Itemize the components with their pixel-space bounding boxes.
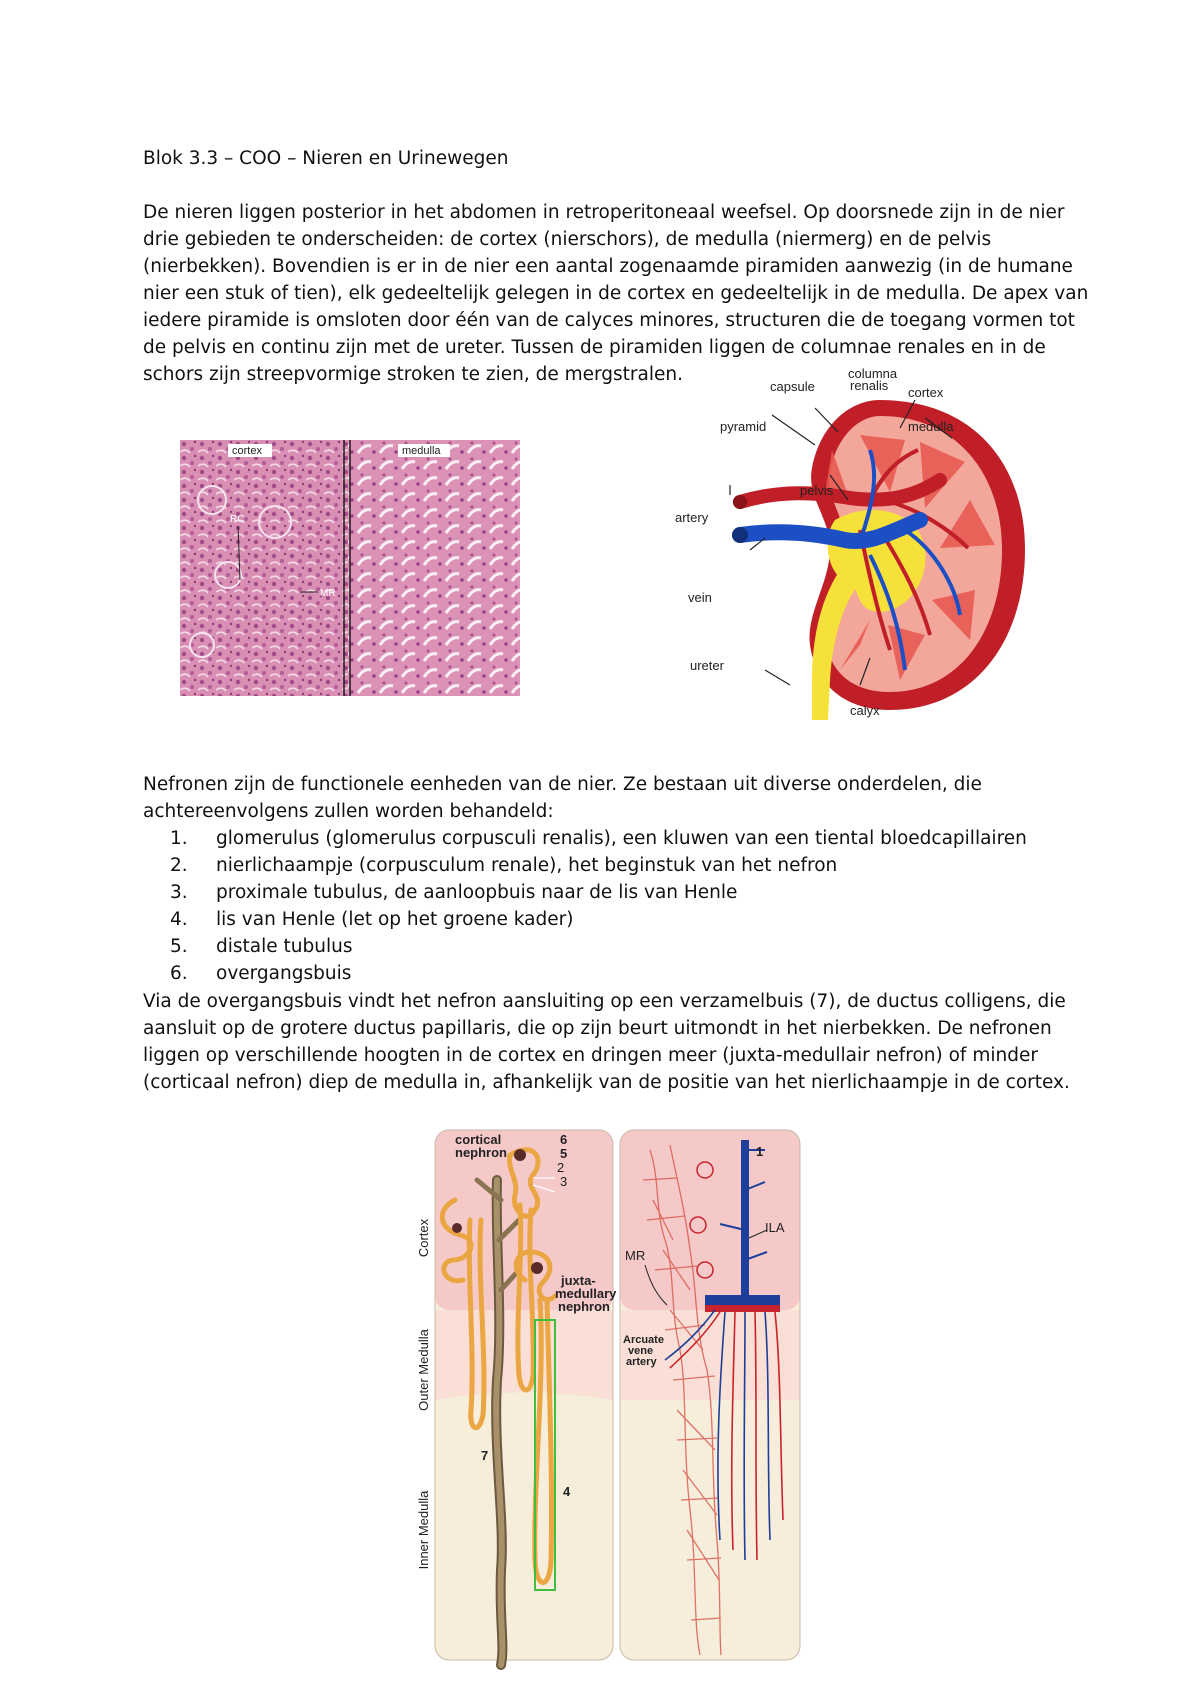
kidney-label-cortex: cortex: [908, 385, 944, 400]
paragraph-line: nier een stuk of tien), elk gedeeltelijk gelegen in de cortex en gedeeltelijk in de medulla. De apex van: [143, 283, 1089, 304]
paragraph-line: iedere piramide is omsloten door één van de calyces minores, structuren die de toegang vormen tot: [143, 310, 1075, 331]
histo-label-medulla: medulla: [402, 445, 441, 457]
histo-label-rc: RC: [230, 514, 245, 525]
kidney-label-renalis: renalis: [850, 378, 889, 393]
page-title: Blok 3.3 – COO – Nieren en Urinewegen: [143, 148, 509, 169]
kidney-label-pelvis: pelvis: [800, 483, 834, 498]
list-item: 3. proximale tubulus, de aanloopbuis naar de lis van Henle: [170, 882, 738, 903]
paragraph-line: aansluit op de grotere ductus papillaris, die op zijn beurt uitmondt in het nierbekken. De nefronen: [143, 1018, 1052, 1039]
paragraph-line: (nierbekken). Bovendien is er in de nier een aantal zogenaamde piramiden aanwezig (in de humane: [143, 256, 1073, 277]
nephron-panel-right: [620, 1130, 800, 1660]
kidney-diagram: [675, 366, 1040, 735]
nephron-label-region-inner: Inner Medulla: [416, 1490, 431, 1570]
nephron-label-n1: 1: [756, 1144, 764, 1159]
nephron-label-n2: 2: [557, 1160, 565, 1175]
kidney-label-vein: vein: [688, 590, 712, 605]
nephron-label-cortical1: cortical: [455, 1132, 502, 1147]
nephron-label-cortical2: nephron: [455, 1145, 507, 1160]
nephron-label-mr: MR: [625, 1248, 646, 1263]
nephron-label-n6: 6: [560, 1132, 568, 1147]
paragraph-line: schors zijn streepvormige stroken te zien, de mergstralen.: [143, 364, 683, 385]
paragraph-line: de pelvis en continu zijn met de ureter. Tussen de piramiden liggen de columnae renales en in de: [143, 337, 1046, 358]
kidney-label-ureter: ureter: [690, 658, 724, 673]
nephron-label-arcuate1: Arcuate: [623, 1334, 664, 1346]
kidney-label-calyx: calyx: [850, 703, 880, 718]
nephron-label-n7: 7: [481, 1448, 489, 1463]
histo-label-mr: MR: [320, 588, 336, 599]
nephron-label-juxta1: juxta-: [561, 1273, 596, 1288]
list-item: 2. nierlichaampje (corpusculum renale), het beginstuk van het nefron: [170, 855, 838, 876]
list-item: 1. glomerulus (glomerulus corpusculi renalis), een kluwen van een tiental bloedcapillairen: [170, 828, 1027, 849]
nephron-intro-paragraph: [143, 771, 1073, 825]
nephron-label-arcuate3: artery: [626, 1356, 657, 1368]
histo-label-cortex: cortex: [232, 445, 262, 457]
intro-paragraph: [143, 199, 1089, 388]
nephron-label-region-cortex: Cortex: [416, 1218, 431, 1258]
paragraph-line: achtereenvolgens zullen worden behandeld:: [143, 801, 554, 822]
list-item: 5. distale tubulus: [170, 936, 353, 957]
kidney-label-pyramid: pyramid: [720, 419, 767, 434]
nephron-detail-paragraph: [143, 988, 1073, 1096]
nephron-label-region-outer: Outer Medulla: [416, 1329, 431, 1411]
nephron-label-juxta2: medullary: [555, 1286, 617, 1301]
histology-micrograph: [180, 440, 520, 696]
kidney-label-columna: columna: [848, 366, 898, 381]
nephron-parts-list: [170, 825, 1027, 987]
nephron-label-juxta3: nephron: [558, 1299, 610, 1314]
nephron-label-n3: 3: [560, 1174, 568, 1189]
nephron-label-ila: ILA: [765, 1220, 785, 1235]
nephron-label-arcuate2: vene: [628, 1345, 654, 1357]
nephron-label-n5: 5: [560, 1146, 568, 1161]
list-item: 4. lis van Henle (let op het groene kader): [170, 909, 574, 930]
paragraph-line: (corticaal nefron) diep de medulla in, afhankelijk van de positie van het nierlichaampje in de cortex.: [143, 1072, 1070, 1093]
paragraph-line: drie gebieden te onderscheiden: de cortex (nierschors), de medulla (niermerg) en de pelvis: [143, 229, 992, 250]
nephron-diagram: [415, 1120, 815, 1680]
paragraph-line: Nefronen zijn de functionele eenheden van de nier. Ze bestaan uit diverse onderdelen, die: [143, 774, 982, 795]
paragraph-line: liggen op verschillende hoogten in de cortex en dringen meer (juxta-medullair nefron) of minder: [143, 1045, 1038, 1066]
kidney-label-artery: artery: [675, 510, 709, 525]
kidney-label-capsule: capsule: [770, 379, 815, 394]
kidney-label-medulla: medulla: [908, 419, 954, 434]
paragraph-line: Via de overgangsbuis vindt het nefron aansluiting op een verzamelbuis (7), de ductus colligens, die: [143, 991, 1066, 1012]
list-item: 6. overgangsbuis: [170, 963, 352, 984]
nephron-panel-left: [435, 1130, 613, 1660]
paragraph-line: De nieren liggen posterior in het abdomen in retroperitoneaal weefsel. Op doorsnede zijn in de nier: [143, 202, 1065, 223]
nephron-label-n4: 4: [563, 1484, 571, 1499]
